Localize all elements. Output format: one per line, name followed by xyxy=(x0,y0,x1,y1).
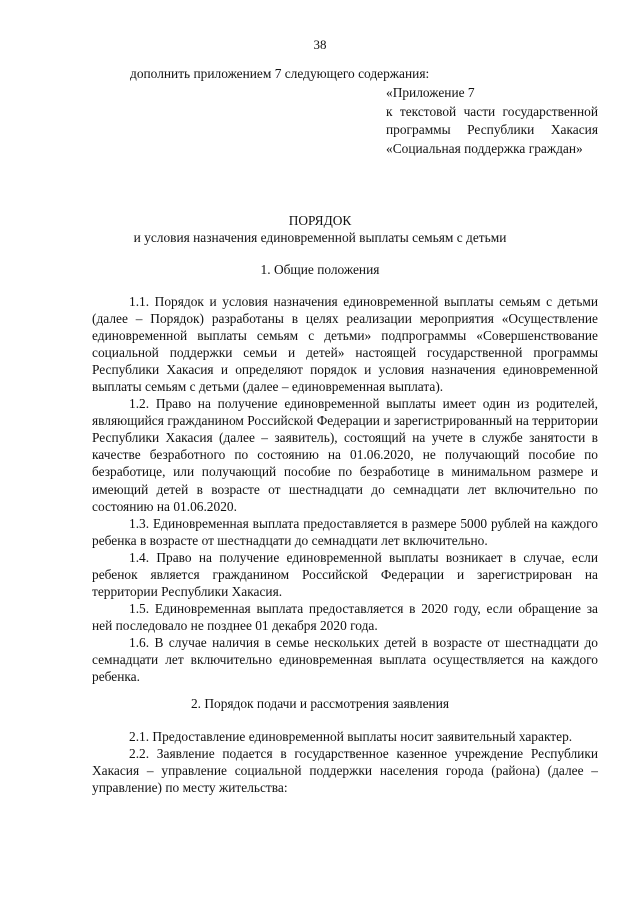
paragraph-1-5: 1.5. Единовременная выплата предоставляется в 2020 году, если обращение за ней последовало не позднее 01 декабря 2020 года. xyxy=(92,600,598,633)
appendix-line-1: «Приложение 7 xyxy=(386,85,475,100)
paragraph-1-2: 1.2. Право на получение единовременной выплаты имеет один из родителей, являющийся гражданином Российской Федерации и зарегистрированный на территории Республики Хакасия (далее – заявитель), состоящий на учете в службе занятости в качестве безработного по состоянию на 01.06.2020, не получающий пособие по безработице, или получающий пособие по безработице в минимальном размере и имеющий детей в возрасте от шестнадцати до семнадцати лет включительно по состоянию на 01.06.2020. xyxy=(92,396,598,514)
appendix-caption xyxy=(386,84,598,158)
page-number: 38 xyxy=(313,37,327,52)
document-title xyxy=(0,212,640,246)
paragraph-1-3: 1.3. Единовременная выплата предоставляется в размере 5000 рублей на каждого ребенка в возрасте от шестнадцати до семнадцати лет включительно. xyxy=(92,515,598,548)
intro-line: дополнить приложением 7 следующего содержания: xyxy=(130,66,430,81)
appendix-line-3: программы Республики Хакасия xyxy=(386,122,598,138)
section-heading-2: 2. Порядок подачи и рассмотрения заявления xyxy=(190,696,450,711)
section-2-body xyxy=(92,728,598,796)
paragraph-2-1: 2.1. Предоставление единовременной выплаты носит заявительный характер. xyxy=(129,729,573,744)
appendix-line-2: к текстовой части государственной xyxy=(386,103,598,119)
paragraph-1-1: 1.1. Порядок и условия назначения единовременной выплаты семьям с детьми (далее – Порядок) разработаны в целях реализации мероприятия «Осуществление единовременной выплаты семьям с детьми» подпрограммы «Совершенствование социальной поддержки семьи и детей» настоящей государственной программы Республики Хакасия и определяют порядок и условия назначения единовременной выплаты семьям с детьми (далее – единовременная выплата). xyxy=(92,294,598,395)
paragraph-1-4: 1.4. Право на получение единовременной выплаты возникает в случае, если ребенок является гражданином Российской Федерации и зарегистрирован на территории Республики Хакасия. xyxy=(92,549,598,599)
title-main: ПОРЯДОК xyxy=(288,213,352,228)
section-heading-1: 1. Общие положения xyxy=(260,262,380,277)
title-sub: и условия назначения единовременной выплаты семьям с детьми xyxy=(133,230,507,245)
appendix-line-4: «Социальная поддержка граждан» xyxy=(386,140,583,156)
section-1-body xyxy=(92,293,598,685)
paragraph-1-6: 1.6. В случае наличия в семье нескольких детей в возрасте от шестнадцати до семнадцати лет включительно единовременная выплата осуществляется на каждого ребенка. xyxy=(92,634,598,685)
paragraph-2-2: 2.2. Заявление подается в государственное казенное учреждение Республики Хакасия – управление социальной поддержки населения города (района) (далее – управление) по месту жительства: xyxy=(92,746,598,796)
